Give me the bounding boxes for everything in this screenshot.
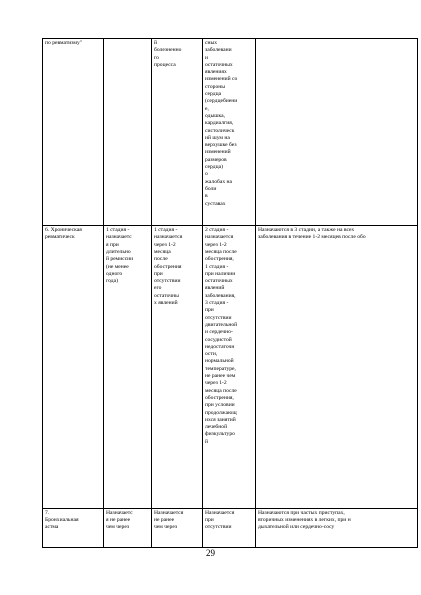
cell-line: назначается: [205, 234, 234, 241]
table-row: [43, 508, 418, 547]
cell-line: изменений: [205, 149, 231, 156]
cell-line: через 1-2: [154, 241, 176, 248]
cell-line: заболевания,: [205, 292, 236, 299]
cell-line: температуре,: [205, 365, 236, 372]
cell-line: 7.: [45, 509, 50, 516]
cell-line: нормальной: [205, 358, 234, 365]
cell-line: остаточны: [154, 292, 179, 299]
cell-line: сердца): [205, 164, 223, 171]
cell-line: кардиалгия,: [205, 120, 234, 127]
cell-line: дыхательной или сердечно-сосу: [258, 524, 335, 531]
cell-line: месяца: [154, 248, 171, 255]
cell-line: обострения,: [205, 256, 234, 263]
cell-line: месяца после: [205, 248, 237, 255]
cell-line: размеров: [205, 156, 227, 163]
cell-line: длительно: [106, 248, 131, 255]
cell-line: Назначаются при частых приступах,: [258, 509, 345, 516]
table-cell: [256, 226, 418, 509]
cell-line: недостаточн: [205, 343, 235, 350]
cell-line: (сердцебиени: [205, 98, 238, 105]
cell-line: Назначается: [205, 509, 235, 516]
cell-line: месяца после: [205, 387, 237, 394]
cell-line: в: [205, 193, 208, 200]
cell-line: я при: [106, 241, 119, 248]
cell-line: при наличии: [205, 270, 236, 277]
cell-line: я не ранее: [106, 517, 131, 524]
cell-line: после: [154, 256, 168, 263]
cell-line: через 1-2: [205, 241, 227, 248]
cell-line: сердца: [205, 91, 222, 98]
cell-line: й: [205, 438, 208, 445]
cell-line: 1 стадия -: [154, 227, 178, 234]
cell-line: систолическ: [205, 127, 235, 134]
cell-line: продолжающ: [205, 409, 237, 416]
table-body: [43, 39, 418, 548]
cell-line: ревматическ: [45, 234, 75, 241]
cell-line: обострения: [154, 263, 182, 270]
cell-line: заболевания в течение 1-2 месяцев после обо: [258, 234, 366, 241]
cell-line: отсутствии: [205, 314, 232, 321]
cell-line: изменений со: [205, 76, 238, 83]
cell-line: лечебной: [205, 424, 228, 431]
cell-line: ости,: [205, 351, 218, 358]
table-cell: [104, 508, 152, 547]
restrictions-table: [42, 38, 418, 548]
cell-line: по ревматизму": [45, 40, 83, 46]
table-cell: [152, 39, 203, 226]
cell-line: не ранее: [154, 517, 175, 524]
table-cell: [43, 39, 104, 226]
cell-line: боли: [205, 185, 217, 192]
cell-line: его: [154, 285, 162, 292]
cell-line: вторичных изменениях в легких, при н: [258, 517, 351, 524]
cell-line: о: [205, 171, 208, 178]
cell-line: суставах: [205, 200, 226, 207]
cell-line: явлениях: [205, 69, 227, 76]
cell-line: Назначаются в 3 стадии, а также на всех: [258, 227, 355, 234]
cell-line: одышка,: [205, 112, 226, 119]
cell-line: физкультуро: [205, 431, 235, 438]
cell-line: жалобах на: [205, 178, 232, 185]
table-row: [43, 226, 418, 509]
table-row: [43, 39, 418, 226]
cell-line: х явлений: [154, 300, 178, 307]
cell-line: и сердечно-: [205, 329, 233, 336]
cell-line: отсутствии: [205, 524, 232, 531]
cell-line: Бронхиальная: [45, 517, 79, 524]
cell-line: сных: [205, 40, 218, 46]
cell-line: заболевани: [205, 47, 232, 54]
cell-line: го: [154, 54, 159, 61]
cell-line: чем через: [106, 524, 130, 531]
cell-line: обострения,: [205, 394, 234, 401]
cell-line: года): [106, 278, 118, 285]
cell-line: не ранее чем: [205, 373, 236, 380]
cell-line: сосудистой: [205, 336, 232, 343]
table-cell: [203, 508, 256, 547]
cell-line: 1 стадия -: [106, 227, 130, 234]
cell-line: стороны: [205, 83, 225, 90]
cell-line: 2 стадия -: [205, 227, 229, 234]
cell-line: через 1-2: [205, 380, 227, 387]
cell-line: при: [154, 270, 163, 277]
table-cell: [104, 39, 152, 226]
cell-line: астма: [45, 524, 59, 531]
table-cell: [256, 508, 418, 547]
cell-line: Назначается: [154, 509, 184, 516]
cell-line: ий шум на: [205, 134, 230, 141]
cell-line: 1 стадия -: [205, 263, 229, 270]
cell-line: назначаетс: [106, 234, 132, 241]
table-cell: [104, 226, 152, 509]
cell-line: при: [205, 307, 214, 314]
cell-line: й: [154, 40, 157, 46]
cell-line: одного: [106, 270, 123, 277]
cell-line: отсутствии: [154, 278, 181, 285]
cell-line: остаточных: [205, 278, 233, 285]
cell-line: ихся занятий: [205, 416, 236, 423]
cell-line: 3 стадия -: [205, 300, 229, 307]
cell-line: й ремиссии: [106, 256, 134, 263]
table-cell: [203, 226, 256, 509]
table-cell: [256, 39, 418, 226]
table-cell: [152, 508, 203, 547]
cell-line: е,: [205, 105, 209, 112]
cell-line: при: [205, 517, 214, 524]
cell-line: 6. Хроническая: [45, 227, 82, 234]
cell-line: остаточных: [205, 61, 233, 68]
table-cell: [203, 39, 256, 226]
cell-line: и: [205, 54, 208, 61]
cell-line: назначается: [154, 234, 183, 241]
cell-line: (не менее: [106, 263, 129, 270]
cell-line: двигательной: [205, 321, 238, 328]
cell-line: явлений: [205, 285, 225, 292]
cell-line: верхушке без: [205, 142, 237, 149]
cell-line: болезненно: [154, 47, 182, 54]
page-number: 29: [206, 548, 215, 558]
cell-line: Назначаетс: [106, 509, 133, 516]
cell-line: процесса: [154, 61, 176, 68]
table-cell: [43, 226, 104, 509]
cell-line: при условии: [205, 402, 235, 409]
table-cell: [43, 508, 104, 547]
cell-line: чем через: [154, 524, 178, 531]
table-cell: [152, 226, 203, 509]
